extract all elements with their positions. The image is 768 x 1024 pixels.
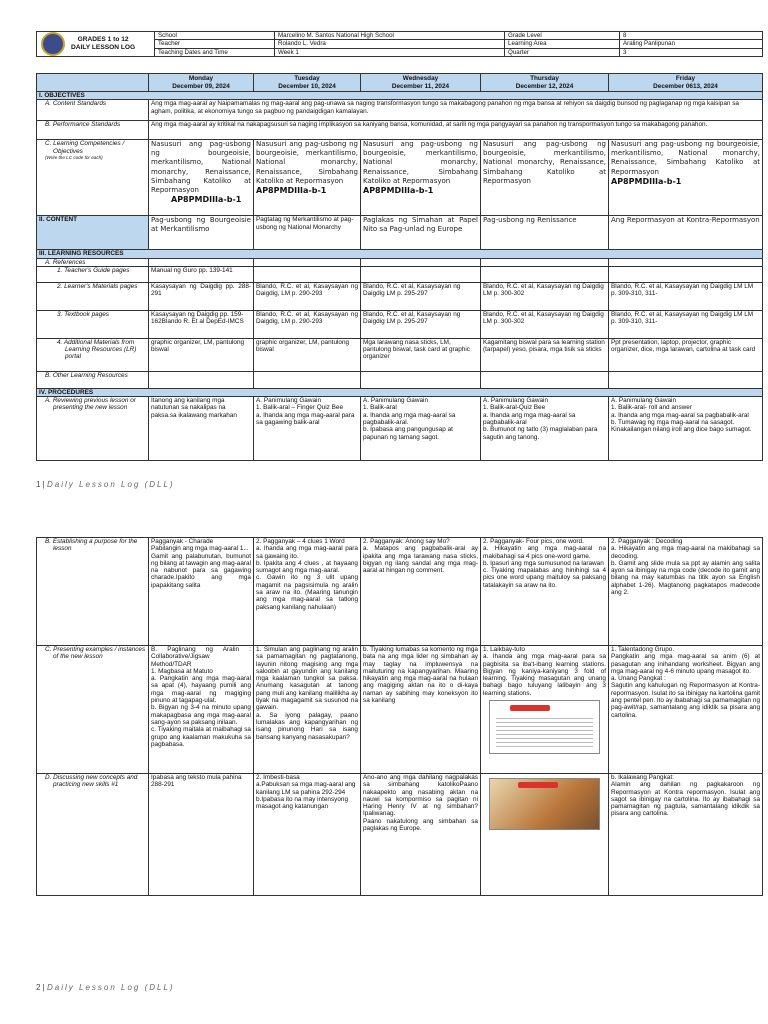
lesson-table-page2	[36, 537, 763, 896]
day-header: Thursday December 12, 2024	[481, 74, 609, 92]
document-title: GRADES 1 to 12 DAILY LESSON LOG	[71, 36, 136, 51]
textbook-cell: Kasaysayan ng Daigdig pp. 159-162Blando R. Et al DepEd-IMCS	[149, 310, 254, 338]
purpose-cell: 2. Pagganyak : Decoding a. Hikayatin ang mga mag-aaral na makibahagi sa decoding. b. Gamit ang slide mula sa ppt ay alamin ang salita ayon sa ibinigay na mga code (decode ito gamit ang bilang na may katumbas na titik ayon sa English alphabet 1-26). Magtanong pagkatapos madecode ang 2.	[609, 538, 763, 646]
deped-seal-icon	[41, 32, 65, 56]
header-table	[36, 31, 763, 57]
competency-cell: Nasusuri ang pag-usbong ng bourgeoisie, merkantilismo, National monarchy, Renaissance, Simbahang Katoliko at Repormasyon AP8PMDIIIa-b-1	[254, 140, 361, 216]
lm-cell: Blando, R.C. et al, Kasaysayan ng Daigdig, LM p. 290-293	[254, 282, 361, 310]
dates-value: Week 1	[275, 48, 505, 56]
textbook-cell: Blando, R.C. et al, Kasaysayan ng Daigdig LM p. 300-302	[481, 310, 609, 338]
textbook-cell: Blando, R.C. et al, Kasaysayan ng Daigdig LM p. 295-297	[361, 310, 481, 338]
review-cell: A. Panimulang Gawain 1. Balik-aral- roll and answer a. Ihanda ang mga mag-aaral sa pagbabalik-aral b. Tumawag ng mga mag-aaral na sasagot. Kinakailangan nilang iroll ang dice bago sumagot.	[609, 397, 763, 461]
textbook-label: 3. Textbook pages	[37, 310, 149, 338]
review-cell: A. Panimulang Gawain 1. Balik-aral a. Ihanda ang mga mag-aaral sa pagbabalik-aral. b. Ipabasa ang pangungusap at papunan ng tamang sagot.	[361, 397, 481, 461]
day-header: Friday December 0613, 2024	[609, 74, 763, 92]
quarter-value: 3	[620, 48, 763, 56]
teacher-label: Teacher	[155, 40, 275, 48]
performance-standards-text: Ang mga mag-aaral ay kritikal na nakapagsusuri sa naging implikasyon sa kaniyang bansa, komunidad, at sarili ng mga pangyayari sa panahon ng transpormasyon tungo sa makabagong panahon.	[149, 121, 763, 140]
discussing-cell: Ipabasa ang teksto mula pahina 288-291	[149, 774, 254, 896]
day-header: Monday December 09, 2024	[149, 74, 254, 92]
purpose-cell: Pagganyak - Charade Pabilangin ang mga mag-aaral 1... Gamit ang palabunutan, bumunot ng bilang at tawagin ang mag-aaral na nabunot para sa gagawing charade.Ipakito ang mga ipapakitang salita	[149, 538, 254, 646]
grade-label: Grade Level	[505, 32, 620, 40]
lm-label: 2. Learner's Materials pages	[37, 282, 149, 310]
learning-station-2-image	[489, 778, 600, 830]
competency-cell: Nasusuri ang pag-usbong ng bourgeoisie, merkantilismo, National monarchy, Renaissance, Simbahang Katoliko at Repormasyon AP8PMDIIIa-b-1	[609, 140, 763, 216]
grade-value: 8	[620, 32, 763, 40]
review-cell: Itanong ang kanilang mga natutunan sa nakalipas na paksa.sa ikalawang markahan	[149, 397, 254, 461]
references-label: A. References	[37, 258, 149, 266]
discussing-cell	[481, 774, 609, 896]
page-footer: 2 | Daily Lesson Log (DLL)	[36, 983, 175, 992]
textbook-cell: Blando, R.C. et al, Kasaysayan ng Daigdig, LM p. 290-293	[254, 310, 361, 338]
lr-cell: Mga larawang nasa sticks, LM, pantulong biswal, task card at graphic organizer	[361, 338, 481, 371]
purpose-label: B. Establishing a purpose for the lesson	[37, 538, 149, 646]
content-cell: Pagtatag ng Merkantilismo at pag-usbong ng National Monarchy	[254, 216, 361, 250]
discussing-cell: Ano-ano ang mga dahilang nagpalakas sa simbahang katolikoPaano nakaapekto ang nasabing aktan na nauwi sa kompormiso sa pagitan ni Haring Henry IV at ng simbahan? Ipaliwanag. Paano nakatulong ang simbahan sa paglakas ng Europe.	[361, 774, 481, 896]
lr-cell: Ppt presentation, laptop, projector, graphic organizer, dice, mga larawan, cartolina at task card	[609, 338, 763, 371]
examples-cell: 1. Laikbay-tuto a. Ihanda ang mga mag-aaral para sa pagbisita sa iba't-ibang learning stations. Bigyan ng kaniya-kaniyang 3 fold of learning. Tiyaking masagutan ang unang bahagi bago tuluyang lalibayin ang 3 learning stations.	[481, 646, 609, 774]
teacher-value: Rolando L. Vedra	[275, 40, 505, 48]
content-standards-label: A. Content Standards	[37, 100, 149, 121]
purpose-cell: 2. Pagganyak: Anong say Mo? a. Matapos ang pagbabalik-aral ay ipakita ang mga larawang nasa sticks, bigyan ng ilang sandal ang mga mag-aaral at hingan ng comment.	[361, 538, 481, 646]
examples-label: C. Presenting examples / instances of the new lesson	[37, 646, 149, 774]
other-resources-label: B. Other Learning Resources	[37, 371, 149, 388]
purpose-cell: 2. Pagganyak- Four pics, one word. a. Hikayatin ang mga mag-aaral na makibahagi sa 4 pics one-word game. b. Ipasuri ang mga sumusunod na larawan c. Tiyaking mapalabas ang hinihingi sa 4 pics one word upang maituloy sa paksang tatalakayin sa araw na ito.	[481, 538, 609, 646]
examples-cell: B. Paglinang ng Aralin : Collaborative/Jigsaw Method/TDAR 1. Magbasa at Matuto a. Pangkatin ang mga mag-aaral sa apat (4), hayaang pumili ang mga mag-aaral ng magiging pinuno at tagapag-ulat. b. Bigyan ng 3-4 na minuto upang makapagbasa ang mga mag-aaral sang-ayon sa paksang inilaan. c. Tiyaking maitala at maibahagi sa grupo ang kaalaman makukuha sa pagbabasa.	[149, 646, 254, 774]
school-logo-cell	[37, 32, 155, 57]
lr-cell: graphic organizer, LM, pantulong biswal	[149, 338, 254, 371]
quarter-label: Quarter	[505, 48, 620, 56]
lm-cell: Blando, R.C. et al, Kasaysayan ng Daigdig LM LM p. 309-310, 311-	[609, 282, 763, 310]
day-header: Tuesday December 10, 2024	[254, 74, 361, 92]
tg-label: 1. Teacher's Guide pages	[37, 266, 149, 282]
area-value: Araling Panlipunan	[620, 40, 763, 48]
section-objectives: I. OBJECTIVES	[37, 92, 763, 100]
performance-standards-label: B. Performance Standards	[37, 121, 149, 140]
examples-cell: 1. Talentadong Grupo. Pangkatin ang mga mag-aaral sa anim (6) at pasagutan ang inihandang worksheet. Bigyan ang mga mag-aaral ng 4-6 minuto upang masagot ito. a. Unang Pangkat : Sagutin ang kahulugan ng Repormasyon at Kontra-repormasyon. Isulat ito sa ibinigay na kartolina gamit ang pentel pen. Ito ay ibabahagi sa pamamagitan ng pag-awit/rap, samantalang ang idiktik sa pisara ang cartolina.	[609, 646, 763, 774]
review-cell: A. Panimulang Gawain 1. Balik-aral – Finger Quiz Bee a. Ihanda ang mga mag-aaral para sa gagawing balik-aral	[254, 397, 361, 461]
section-content: II. CONTENT	[37, 216, 149, 250]
content-standards-text: Ang mga mag-aaral ay Naipamamalas ng mag-aaral ang pag-unawa sa naging transformasyon tungo sa makabagong panahon ng mga bansa at rehiyon sa daigdig bunsod ng paglaganap ng mga kaisipan sa agham, politika, at ekonomiya tungo sa pagbuo ng pandaigdigan kamalayan.	[149, 100, 763, 121]
area-label: Learning Area	[505, 40, 620, 48]
textbook-cell: Blando, R.C. et al, Kasaysayan ng Daigdig LM LM p. 309-310, 311-	[609, 310, 763, 338]
examples-cell: 1. Simulan ang paglinang ng aralin sa pamamagitan ng pagtatanong, layunin nitong magising ang mga saloobin at gayundin ang kanilang mga kaalaman tungkol sa paksa. Anumang kasagutan at tanong pang muli ang kanilang malilikha ay tiyak na magagamit sa susunod na gawain. a. Sa iyong palagay, paano lumalakas ang kapangyarihan ng isang pinunong Hari sa isang bansang kanyang nasasakupan?	[254, 646, 361, 774]
lr-label: 4. Additional Materials from Learning Resources (LR) portal	[37, 338, 149, 371]
competencies-label: C. Learning Competencies / Objectives (Write the LC code for each)	[37, 140, 149, 216]
section-resources: III. LEARNING RESOURCES	[37, 250, 763, 258]
discussing-label: D. Discussing new concepts and practicing new skills #1	[37, 774, 149, 896]
dates-label: Teaching Dates and Time	[155, 48, 275, 56]
discussing-cell: b. Ikalawang Pangkat: Alamin ang dahilan ng pagkakaroon ng Repormasyon at Kontra repormasyon. Isulat ang sagot sa ibinigay na cartolina. Ito ay ibabahagi sa pamamagitan ng pagtula, samantalang idikdik sa pisara ang cartolina.	[609, 774, 763, 896]
content-cell: Paglakas ng Simahan at Papel Nito sa Pag-unlad ng Europe	[361, 216, 481, 250]
review-label: A. Reviewing previous lesson or presenting the new lesson	[37, 397, 149, 461]
competency-cell: Nasusuri ang pag-usbong ng bourgeoisie, merkantilismo, National monarchy, Renaissance, Simbahang Katoliko at Repormasyon AP8PMDIIIa-b-1	[361, 140, 481, 216]
discussing-cell: 2. Imbesti-basa a.Pabuksan sa mga mag-aaral ang kanilang LM sa pahina 292-294 b.Ipabasa ito na may intensyong masagot ang katanungan	[254, 774, 361, 896]
tg-cell: Manual ng Guro pp. 139-141	[149, 266, 254, 282]
lr-cell: Kagamitang biswal para sa learning station (tarpapel) yeso, pisara, mga tisik sa sticks	[481, 338, 609, 371]
content-cell: Pag-usbong ng Bourgeoisie at Merkantilismo	[149, 216, 254, 250]
lm-cell: Blando, R.C. et al, Kasaysayan ng Daigdig LM p. 300-302	[481, 282, 609, 310]
examples-cell: b. Tiyaking lumabas sa komento ng mga bata na ang mga lider ng simbahan ay may taglay na impluwensya na maituturing na kapangyarihan. Maaring hikayatin ang mga mag-aaral na hulaan ang magiging aktan na ito o di-kaya naman ay sabihing may koneksyon ito sa kanilang	[361, 646, 481, 774]
learning-station-1-image	[489, 700, 600, 754]
content-cell: Ang Repormasyon at Kontra-Repormasyon	[609, 216, 763, 250]
day-header: Wednesday December 11, 2024	[361, 74, 481, 92]
lesson-table-page1	[36, 73, 763, 461]
review-cell: A. Panimulang Gawain 1. Balik-aral-Quiz Bee a. Ihanda ang mga mag-aaral sa pagbabalik-aral b. Bumunot ng tatlo (3) maglalaban para sagutin ang tanong.	[481, 397, 609, 461]
lm-cell: Blando, R.C. et al, Kasaysayan ng Daigdig LM p. 295-297	[361, 282, 481, 310]
purpose-cell: 2. Pagganyak – 4 clues 1 Word a. Ihanda ang mga mag-aaral para sa gawaing ito. b. Ipakita ang 4 clues , at hayaang sumagot ang mga mag-aaral. c. Gawin ito ng 3 ulit upang magamit na pagsisimula ng aralin sa araw na ito. (Maaring tanungin ang mga mag-aaral sa tatlong paksang kanilang nahulaan)	[254, 538, 361, 646]
lr-cell: graphic organizer, LM, pantulong biswal	[254, 338, 361, 371]
competency-cell: Nasusuri ang pag-usbong ng bourgeoisie, merkantilismo, National monarchy, Renaissance, Simbahang Katoliko at Repormasyon	[481, 140, 609, 216]
school-label: School	[155, 32, 275, 40]
lm-cell: Kasaysayan ng Daigdig pp. 288-291	[149, 282, 254, 310]
competency-cell: Nasusuri ang pag-usbong ng bourgeoisie, merkantilismo, National monarchy, Renaissance, Simbahang Katoliko at Repormasyon AP8PMDIIIa-b-1	[149, 140, 254, 216]
school-value: Marcelino M. Santos National High School	[275, 32, 505, 40]
page-footer: 1 | Daily Lesson Log (DLL)	[36, 480, 175, 489]
section-procedures: IV. PROCEDURES	[37, 388, 763, 396]
content-cell: Pag-usbong ng Renissance	[481, 216, 609, 250]
